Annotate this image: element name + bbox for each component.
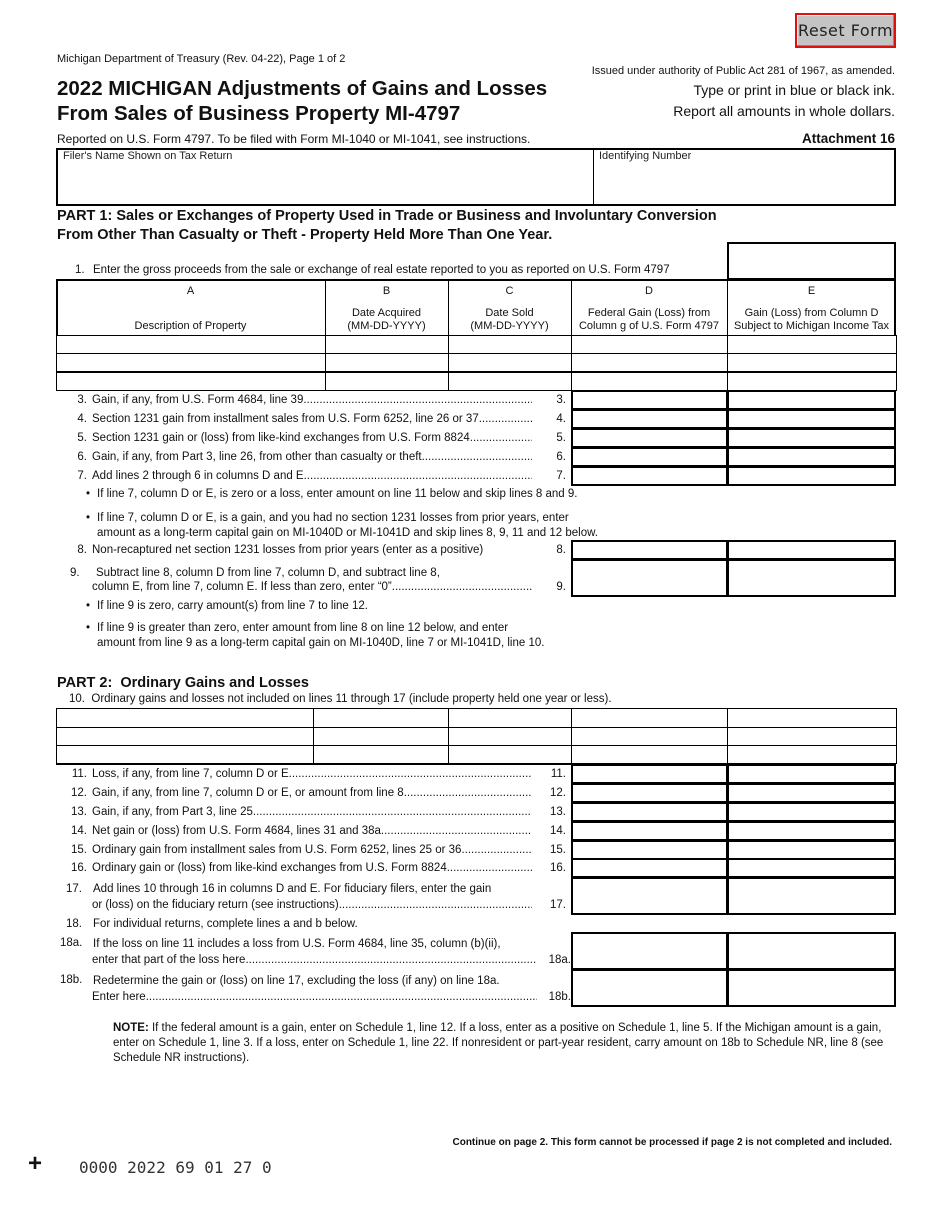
line2-cell-e[interactable] [727, 335, 897, 354]
line17-text: or (loss) on the fiduciary return (see instructions) [92, 899, 339, 911]
line9-number: 9. [70, 567, 80, 579]
line10-cell-d[interactable] [571, 727, 728, 747]
line17-col-d-input[interactable] [571, 877, 728, 915]
line10-cell-a[interactable] [56, 745, 314, 764]
line15 [66, 844, 566, 856]
line10-cell-e[interactable] [727, 727, 897, 747]
line11-col-d-input[interactable] [571, 764, 728, 784]
authority-note: Issued under authority of Public Act 281 of 1967, as amended. [591, 65, 895, 77]
line11-number: 11. [71, 768, 87, 780]
reset-form-button[interactable]: Reset Form [795, 13, 896, 48]
line13-ref: 13. [550, 806, 566, 818]
line14 [66, 825, 566, 837]
line11-ref: 11. [550, 768, 566, 780]
line5 [66, 432, 566, 444]
line6-ref: 6. [556, 451, 566, 463]
column-header-e: Gain (Loss) from Column D Subject to Michigan Income Tax [733, 307, 890, 332]
line8 [66, 544, 566, 556]
line3-text: Gain, if any, from U.S. Form 4684, line 39 [92, 394, 304, 406]
department-revision: Michigan Department of Treasury (Rev. 04-22), Page 1 of 2 [57, 53, 346, 65]
line9 [66, 581, 566, 593]
reported-on-note: Reported on U.S. Form 4797. To be filed with Form MI-1040 or MI-1041, see instructions. [57, 132, 531, 146]
identifying-number-label: Identifying Number [599, 150, 692, 162]
line14-ref: 14. [550, 825, 566, 837]
line18a-col-d-input[interactable] [571, 932, 728, 970]
line10-cell-a[interactable] [56, 708, 314, 728]
line17-text-line1: Add lines 10 through 16 in columns D and E. For fiduciary filers, enter the gain [93, 883, 492, 895]
leader-dots [447, 862, 532, 874]
column-header-d: Federal Gain (Loss) from Column g of U.S. Form 4797 [578, 307, 719, 332]
line14-col-d-input[interactable] [571, 821, 728, 841]
instruction-bullet: • If line 9 is zero, carry amount(s) from line 7 to line 12. [97, 599, 368, 614]
part1-heading: PART 1: Sales or Exchanges of Property Used in Trade or Business and Involuntary Conversion [57, 208, 717, 224]
line10-cell-b[interactable] [313, 708, 449, 728]
leader-dots [392, 581, 532, 593]
line12-col-d-input[interactable] [571, 783, 728, 803]
leader-dots [289, 768, 532, 780]
line12-text: Gain, if any, from line 7, column D or E, or amount from line 8 [92, 787, 404, 799]
identifying-number-input[interactable] [597, 164, 891, 202]
line17-col-e-input[interactable] [727, 877, 896, 915]
line11 [66, 768, 566, 780]
line17-number: 17. [66, 883, 82, 895]
line3-ref: 3. [556, 394, 566, 406]
note-label: NOTE: [113, 1022, 149, 1034]
line2-cell-b[interactable] [325, 372, 449, 391]
line16-col-d-input[interactable] [571, 858, 728, 878]
whole-dollars-instruction: Report all amounts in whole dollars. [673, 103, 895, 119]
line11-text: Loss, if any, from line 7, column D or E [92, 768, 289, 780]
line8-text: Non-recaptured net section 1231 losses from prior years (enter as a positive) [92, 544, 484, 556]
column-letter-e: E [807, 285, 816, 297]
continue-notice: Continue on page 2. This form cannot be processed if page 2 is not completed and included. [452, 1137, 892, 1148]
line2-cell-c[interactable] [448, 335, 572, 354]
line11-col-e-input[interactable] [727, 764, 896, 784]
line18a-text-line1: If the loss on line 11 includes a loss from U.S. Form 4684, line 35, column (b)(ii), [93, 938, 501, 950]
column-letter-d: D [645, 285, 653, 297]
line18b-ref: 18b. [548, 991, 571, 1003]
line13-col-d-input[interactable] [571, 802, 728, 822]
line4-ref: 4. [556, 413, 566, 425]
line5-number: 5. [77, 432, 87, 444]
line2-cell-a[interactable] [56, 372, 326, 391]
line10-cell-c[interactable] [448, 745, 572, 764]
line15-col-d-input[interactable] [571, 840, 728, 860]
line10-cell-e[interactable] [727, 745, 897, 764]
line4 [66, 413, 566, 425]
instruction-bullet: • If line 7, column D or E, is zero or a loss, enter amount on line 11 below and skip lines 8 and 9. [97, 487, 578, 502]
line6-text: Gain, if any, from Part 3, line 26, from other than casualty or theft [92, 451, 422, 463]
line2-cell-a[interactable] [56, 335, 326, 354]
note-body: If the federal amount is a gain, enter on Schedule 1, line 12. If a loss, enter as a positive on Schedule 1, line 5. If the Michigan amount is a gain, enter on Schedule 1, line 3. If a loss, enter on Schedule 1, line 22. If nonresident or part-year resident, carry amount on 18b to Schedule NR, line 8 (see Schedule NR instructions). [113, 1022, 884, 1064]
line10-cell-a[interactable] [56, 727, 314, 747]
line18b-number: 18b. [60, 974, 83, 986]
instruction-bullet: • If line 9 is greater than zero, enter amount from line 8 on line 12 below, and enter amount from line 9 as a long-term capital gain on MI-1040D, line 7 or MI-1041D, line 10. [97, 621, 544, 651]
leader-dots [470, 432, 532, 444]
line16-text: Ordinary gain or (loss) from like-kind exchanges from U.S. Form 8824 [92, 862, 447, 874]
ink-instruction: Type or print in blue or black ink. [693, 82, 895, 98]
line2-cell-c[interactable] [448, 372, 572, 391]
leader-dots [339, 899, 532, 911]
line15-ref: 15. [550, 844, 566, 856]
line7-col-e-input[interactable] [727, 466, 896, 486]
form-title-line1: 2022 MICHIGAN Adjustments of Gains and Losses [57, 77, 548, 100]
line10-cell-b[interactable] [313, 745, 449, 764]
line3-col-d-input[interactable] [571, 390, 728, 410]
line15-text: Ordinary gain from installment sales from U.S. Form 6252, lines 25 or 36 [92, 844, 462, 856]
line4-number: 4. [77, 413, 87, 425]
line18-number: 18. [66, 918, 82, 930]
line12-col-e-input[interactable] [727, 783, 896, 803]
line14-col-e-input[interactable] [727, 821, 896, 841]
column-letter-b: B [382, 285, 391, 297]
line6-col-e-input[interactable] [727, 447, 896, 467]
column-header-c: Date Sold (MM-DD-YYYY) [470, 307, 549, 332]
line16-col-e-input[interactable] [727, 858, 896, 878]
line2-cell-e[interactable] [727, 353, 897, 372]
line1-text: Enter the gross proceeds from the sale or exchange of real estate reported to you as reported on U.S. Form 4797 [93, 264, 670, 276]
line7-text: Add lines 2 through 6 in columns D and E [92, 470, 304, 482]
line18a-text: enter that part of the loss here [92, 954, 246, 966]
attachment-number: Attachment 16 [801, 131, 895, 146]
line5-text: Section 1231 gain or (loss) from like-kind exchanges from U.S. Form 8824 [92, 432, 470, 444]
line17 [66, 899, 566, 911]
line7 [66, 470, 566, 482]
line9-text: column E, from line 7, column E. If less than zero, enter “0” [92, 581, 392, 593]
column-letter-c: C [505, 285, 514, 297]
line3-col-e-input[interactable] [727, 390, 896, 410]
line18a-col-e-input[interactable] [727, 932, 896, 970]
line16-ref: 16. [550, 862, 566, 874]
line18a-ref: 18a. [548, 954, 571, 966]
line2-cell-b[interactable] [325, 353, 449, 372]
line2-cell-c[interactable] [448, 353, 572, 372]
line14-text: Net gain or (loss) from U.S. Form 4684, lines 31 and 38a [92, 825, 381, 837]
line7-number: 7. [77, 470, 87, 482]
line16-number: 16. [71, 862, 87, 874]
line18-text: For individual returns, complete lines a and b below. [93, 918, 358, 930]
leader-dots [381, 825, 532, 837]
line9-col-e-input[interactable] [727, 559, 896, 597]
divider [593, 149, 594, 205]
line5-col-e-input[interactable] [727, 428, 896, 448]
line10-cell-e[interactable] [727, 708, 897, 728]
note-text [113, 1021, 896, 1066]
leader-dots [461, 844, 532, 856]
leader-dots [304, 470, 532, 482]
filer-name-input[interactable] [60, 164, 590, 202]
line4-col-d-input[interactable] [571, 409, 728, 429]
line9-text-line1: Subtract line 8, column D from line 7, column D, and subtract line 8, [96, 567, 440, 579]
line10-text: 10. Ordinary gains and losses not included on lines 11 through 17 (include property held one year or less). [69, 693, 612, 705]
line13-col-e-input[interactable] [727, 802, 896, 822]
plus-mark: + [28, 1150, 43, 1177]
line15-number: 15. [71, 844, 87, 856]
line18b-text-line1: Redetermine the gain or (loss) on line 17, excluding the loss (if any) on line 18a. [93, 975, 500, 987]
line10-cell-b[interactable] [313, 727, 449, 747]
leader-dots [303, 394, 532, 406]
form-code-number: 0000 2022 69 01 27 0 [79, 1158, 272, 1177]
line6 [66, 451, 566, 463]
line2-cell-d[interactable] [571, 335, 728, 354]
instruction-bullet: • If line 7, column D or E, is a gain, and you had no section 1231 losses from prior years, enter amount as a long-term capital gain on MI-1040D or MI-1041D and skip lines 8, 9, 11 and 12 below. [97, 511, 598, 541]
line8-col-d-input[interactable] [571, 540, 728, 560]
part1-subheading: From Other Than Casualty or Theft - Property Held More Than One Year. [57, 227, 553, 243]
leader-dots [422, 451, 532, 463]
filer-name-label: Filer's Name Shown on Tax Return [63, 150, 233, 162]
line13-number: 13. [71, 806, 87, 818]
column-header-a: Description of Property [134, 320, 247, 332]
part2-heading: PART 2: Ordinary Gains and Losses [57, 675, 309, 691]
line6-number: 6. [77, 451, 87, 463]
line13-text: Gain, if any, from Part 3, line 25 [92, 806, 253, 818]
line10-cell-c[interactable] [448, 727, 572, 747]
line2-cell-e[interactable] [727, 372, 897, 391]
line2-cell-b[interactable] [325, 335, 449, 354]
line9-ref: 9. [556, 581, 566, 593]
line18b-col-e-input[interactable] [727, 969, 896, 1007]
line5-col-d-input[interactable] [571, 428, 728, 448]
line8-col-e-input[interactable] [727, 540, 896, 560]
line14-number: 14. [71, 825, 87, 837]
line7-col-d-input[interactable] [571, 466, 728, 486]
line12-number: 12. [71, 787, 87, 799]
line18a [66, 954, 571, 966]
line12 [66, 787, 566, 799]
line3-number: 3. [77, 394, 87, 406]
column-header-b: Date Acquired (MM-DD-YYYY) [347, 307, 426, 332]
line18b [66, 991, 571, 1003]
line10-cell-c[interactable] [448, 708, 572, 728]
column-letter-a: A [186, 285, 195, 297]
line3 [66, 394, 566, 406]
leader-dots [479, 413, 532, 425]
line1-input[interactable] [727, 242, 896, 280]
line6-col-d-input[interactable] [571, 447, 728, 467]
line8-number: 8. [77, 544, 87, 556]
line9-col-d-input[interactable] [571, 559, 728, 597]
form-title-line2: From Sales of Business Property MI-4797 [57, 102, 461, 125]
line17-ref: 17. [550, 899, 566, 911]
line15-col-e-input[interactable] [727, 840, 896, 860]
leader-dots [245, 954, 537, 966]
line10-cell-d[interactable] [571, 745, 728, 764]
line8-ref: 8. [556, 544, 566, 556]
leader-dots [146, 991, 537, 1003]
leader-dots [253, 806, 532, 818]
line13 [66, 806, 566, 818]
line2-cell-d[interactable] [571, 353, 728, 372]
leader-dots [404, 787, 532, 799]
line4-text: Section 1231 gain from installment sales from U.S. Form 6252, line 26 or 37 [92, 413, 479, 425]
line7-ref: 7. [556, 470, 566, 482]
line18b-text: Enter here [92, 991, 146, 1003]
line2-cell-d[interactable] [571, 372, 728, 391]
line1-number: 1. [75, 264, 85, 276]
line18b-col-d-input[interactable] [571, 969, 728, 1007]
line4-col-e-input[interactable] [727, 409, 896, 429]
line5-ref: 5. [556, 432, 566, 444]
line10-cell-d[interactable] [571, 708, 728, 728]
line12-ref: 12. [550, 787, 566, 799]
line16 [66, 862, 566, 874]
line2-cell-a[interactable] [56, 353, 326, 372]
line18a-number: 18a. [60, 937, 83, 949]
